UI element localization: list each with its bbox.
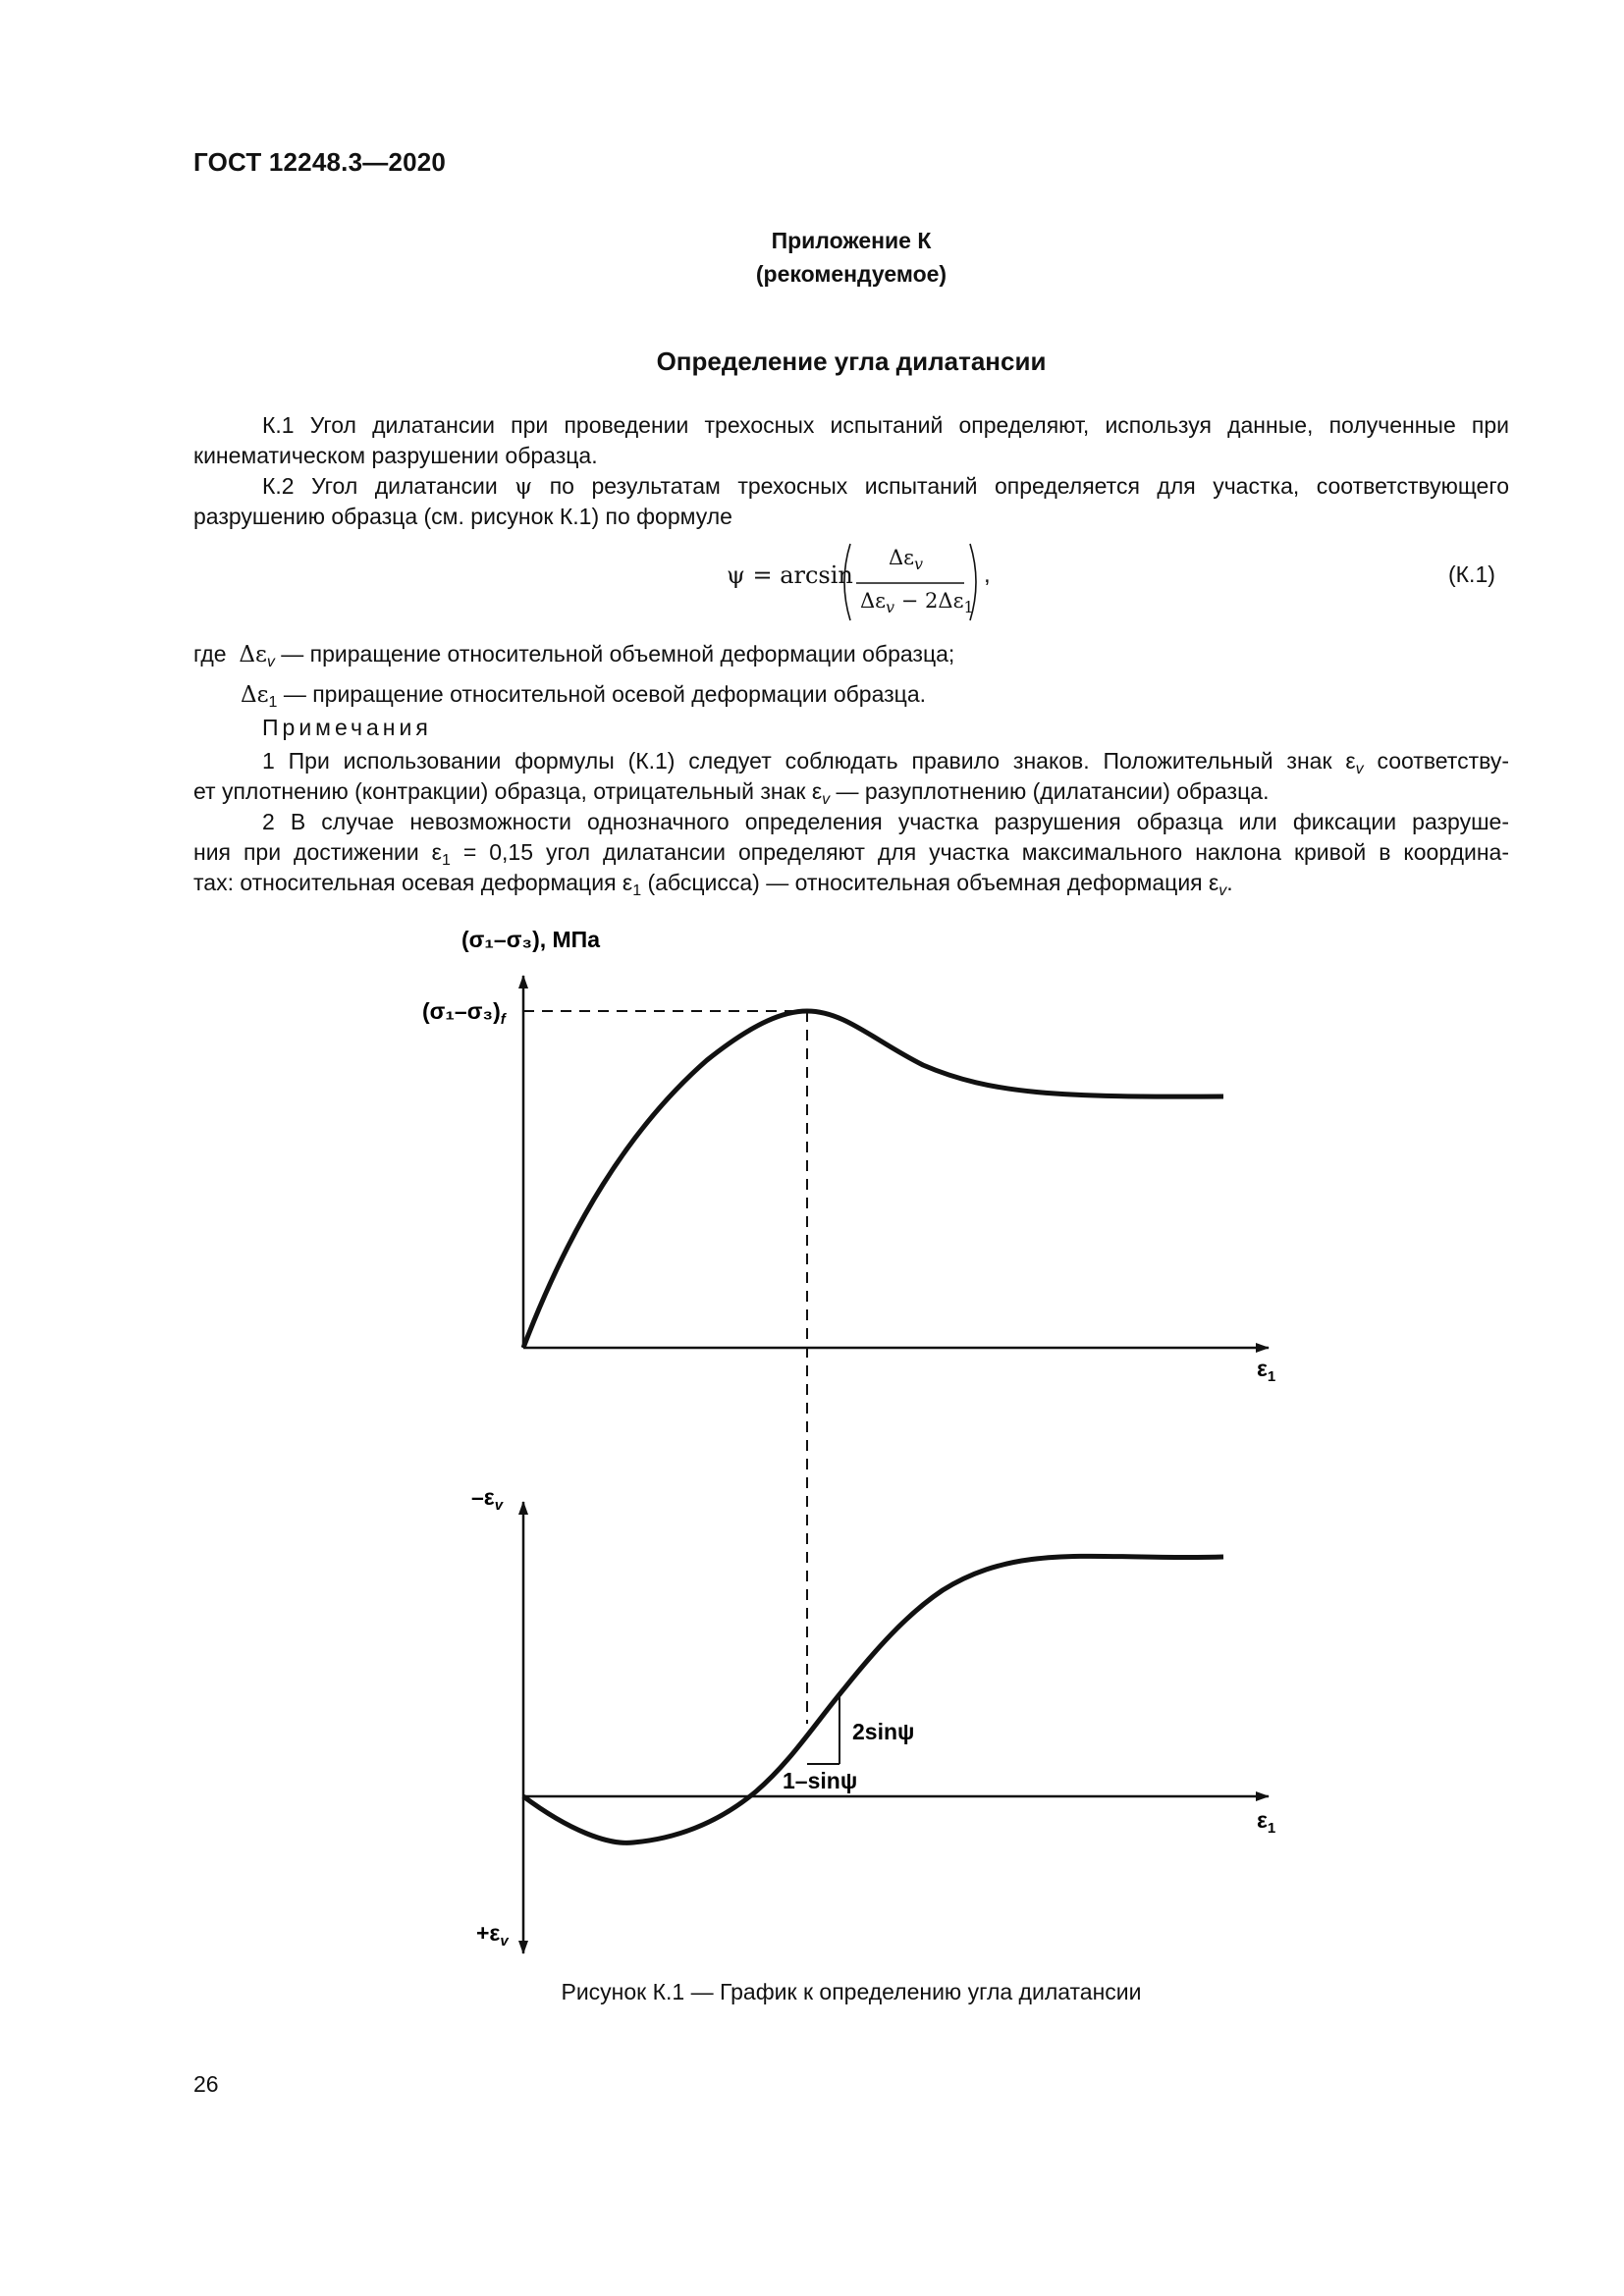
- note1-sub-a: v: [1355, 761, 1364, 777]
- denominator-b: − 2Δε: [894, 589, 964, 613]
- note2-text-b: ния при достижении ε: [193, 839, 442, 865]
- k1-paragraph-line2: кинематическом разрушении образца.: [193, 443, 598, 468]
- appendix-title: Определение угла дилатансии: [656, 347, 1047, 376]
- k2-paragraph-line2: разрушению образца (см. рисунок К.1) по формуле: [193, 504, 732, 529]
- k1-text-1: К.1 Угол дилатансии при проведении трехосных испытаний определяют, используя данные, полученные при: [262, 412, 1509, 438]
- formula-lhs: ψ = arcsin: [727, 561, 853, 589]
- triangle-vertical-label: 2sinψ: [852, 1719, 915, 1744]
- bottom-y-top-main: –ε: [471, 1484, 495, 1510]
- volumetric-strain-curve: [523, 1556, 1223, 1842]
- bottom-x-axis-label: [1257, 1807, 1275, 1837]
- note1-text-c: — разуплотнению (дилатансии) образца.: [836, 778, 1270, 804]
- stress-strain-curve: [523, 1011, 1223, 1348]
- note1-text-a: 1 При использовании формулы (К.1) следует соблюдать правило знаков. Положительный знак ε: [262, 748, 1356, 774]
- equation-number: (К.1): [1448, 561, 1495, 587]
- note2-sub-c: v: [1218, 882, 1227, 899]
- bottom-y-bottom-sub: v: [500, 1933, 509, 1949]
- note2-text-a: 2 В случае невозможности однозначного определения участка разрушения образца или фиксации разруше-: [262, 809, 1509, 834]
- top-x-axis-label: [1257, 1356, 1275, 1385]
- bottom-y-top-sub: v: [494, 1497, 504, 1514]
- bottom-x-label-sub: 1: [1267, 1820, 1276, 1837]
- document-code: ГОСТ 12248.3—2020: [193, 147, 447, 177]
- bottom-x-label-main: ε: [1257, 1807, 1268, 1833]
- note2-text-end: .: [1226, 870, 1233, 895]
- k2-text-b: по результатам трехосных испытаний определяется для участка, соответствующего: [549, 473, 1510, 499]
- peak-label: [422, 998, 508, 1028]
- note2-text-d: тах: относительная осевая деформация ε: [193, 870, 633, 895]
- formula-trail: ,: [984, 561, 991, 588]
- def1-symbol: Δε: [239, 642, 267, 667]
- denominator-sub-b: 1: [963, 598, 974, 616]
- appendix-status: (рекомендуемое): [755, 261, 947, 287]
- def1-sub: v: [266, 654, 275, 670]
- bottom-y-top-label: [471, 1484, 505, 1514]
- figure-caption: Рисунок К.1 — График к определению угла дилатансии: [561, 1979, 1142, 2004]
- def2-text: — приращение относительной осевой деформации образца.: [283, 681, 927, 707]
- where-prefix: где: [193, 641, 227, 667]
- note1-sub-b: v: [822, 791, 831, 808]
- numerator-sub: v: [914, 555, 924, 573]
- note1-text-end: соответству-: [1377, 748, 1509, 774]
- def2-symbol: Δε: [241, 682, 269, 708]
- notes-heading: Примечания: [262, 715, 432, 740]
- bottom-y-bottom-label: [476, 1920, 510, 1949]
- psi-symbol: ψ: [514, 474, 533, 500]
- denominator-sub-a: v: [886, 598, 895, 616]
- note2-sub-b: 1: [632, 882, 642, 899]
- peak-label-sub: f: [500, 1011, 506, 1028]
- denominator-a: Δε: [860, 589, 887, 613]
- appendix-label: Приложение К: [771, 228, 932, 253]
- bottom-y-bottom-main: +ε: [476, 1920, 501, 1946]
- top-x-label-main: ε: [1257, 1356, 1268, 1381]
- note2-text-e: (абсцисса) — относительная объемная деформация ε: [647, 870, 1219, 895]
- top-x-label-sub: 1: [1267, 1368, 1276, 1385]
- top-y-axis-label: (σ₁–σ₃), МПа: [461, 927, 600, 952]
- note2-sub-a: 1: [441, 852, 451, 869]
- peak-label-main: (σ₁–σ₃): [422, 998, 501, 1024]
- note1-text-b: ет уплотнению (контракции) образца, отрицательный знак ε: [193, 778, 823, 804]
- numerator-symbol: Δε: [889, 546, 915, 569]
- page-number: 26: [193, 2071, 219, 2097]
- def1-text: — приращение относительной объемной деформации образца;: [281, 641, 955, 667]
- note2-text-c: = 0,15 угол дилатансии определяют для участка максимального наклона кривой в координа-: [462, 839, 1510, 865]
- k2-text-a: К.2 Угол дилатансии: [262, 473, 498, 499]
- triangle-horizontal-label: 1–sinψ: [783, 1768, 858, 1793]
- def2-sub: 1: [268, 694, 278, 711]
